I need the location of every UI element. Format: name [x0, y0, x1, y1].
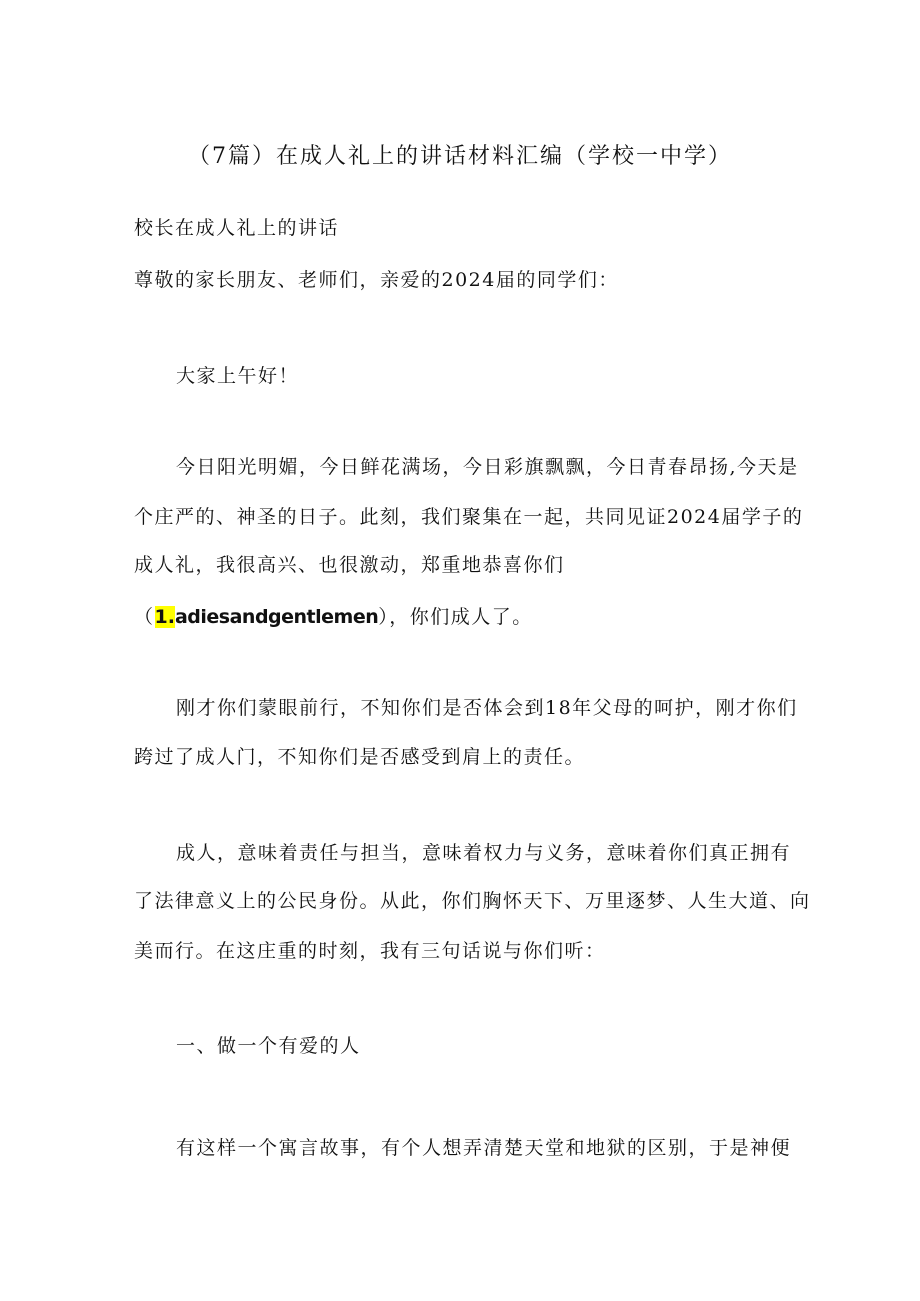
paragraph-1-line-2: 个庄严的、神圣的日子。此刻，我们聚集在一起，共同见证2024届学子的 — [134, 506, 804, 528]
paragraph-3-line-2: 了法律意义上的公民身份。从此，你们胸怀天下、万里逐梦、人生大道、向 — [134, 890, 811, 912]
paragraph-1-line-3: 成人礼，我很高兴、也很激动，郑重地恭喜你们 — [134, 554, 565, 576]
close-paren-text: ），你们成人了。 — [378, 606, 533, 628]
paragraph-1-line-4 — [134, 602, 533, 632]
paragraph-3-line-3: 美而行。在这庄重的时刻，我有三句话说与你们听： — [134, 940, 606, 962]
greeting: 大家上午好！ — [176, 365, 300, 387]
highlighted-text: 1. — [154, 606, 175, 628]
salutation: 尊敬的家长朋友、老师们，亲爱的2024届的同学们： — [134, 269, 619, 291]
paragraph-2-line-2: 跨过了成人门，不知你们是否感受到肩上的责任。 — [134, 746, 586, 768]
open-paren: （ — [134, 606, 155, 628]
section-heading-1: 一、做一个有爱的人 — [176, 1035, 361, 1057]
paragraph-2-line-1: 刚才你们蒙眼前行，不知你们是否体会到18年父母的呵护，刚才你们 — [176, 697, 798, 719]
paragraph-3-line-1: 成人，意味着责任与担当，意味着权力与义务，意味着你们真正拥有 — [176, 842, 792, 864]
english-phrase: adiesandgentlemen — [174, 606, 379, 628]
paragraph-1-line-1: 今日阳光明媚，今日鲜花满场，今日彩旗飘飘，今日青春昂扬,今天是 — [176, 456, 799, 478]
paragraph-4-line-1: 有这样一个寓言故事，有个人想弄清楚天堂和地狱的区别，于是神便 — [176, 1137, 792, 1159]
document-title: （7篇）在成人礼上的讲话材料汇编（学校一中学） — [188, 144, 732, 169]
speech-subtitle: 校长在成人礼上的讲话 — [134, 217, 340, 239]
